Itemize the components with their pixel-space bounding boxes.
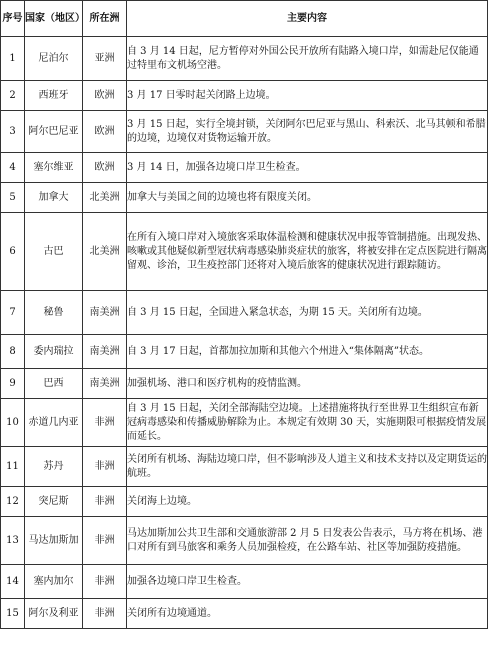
row-content: 马达加斯加公共卫生部和交通旅游部 2 月 5 日发表公告表示，马方将在机场、港口对所有到马旅客和乘务人员加强检疫，在公路车站、社区等加强防疫措施。 [127,527,483,553]
row-country: 阿尔及利亚 [28,608,79,619]
row-continent: 南美洲 [89,307,120,318]
row-continent: 非洲 [94,576,115,587]
row-number: 15 [6,608,19,619]
row-content: 加强各边境口岸卫生检查。 [127,575,247,587]
table-row [1,369,488,399]
table-row [1,565,488,599]
row-content: 3 月 15 日起，实行全境封锁，关闭阿尔巴尼亚与黑山、科索沃、北马其顿和希腊的边境，边境仅对货物运输开放。 [127,118,486,144]
table-body [1,37,488,629]
row-continent: 北美洲 [89,246,120,257]
table-row [1,399,488,447]
table-row [1,517,488,565]
row-continent: 欧洲 [94,90,115,101]
table-row [1,37,488,81]
row-number: 14 [6,576,19,587]
row-continent: 亚洲 [94,53,115,64]
row-number: 10 [6,417,19,428]
row-continent: 非洲 [94,417,115,428]
row-content: 加拿大与美国之间的边境也将有限度关闭。 [127,191,317,203]
table-row [1,599,488,629]
row-number: 3 [9,126,16,137]
row-country: 赤道几内亚 [28,417,79,428]
table-row [1,111,488,153]
row-content: 关闭所有机场、海陆边境口岸，但不影响涉及人道主义和技术支持以及定期货运的航班。 [127,453,487,479]
table-row [1,447,488,487]
row-number: 5 [9,192,16,203]
row-country: 塞尔维亚 [33,162,74,173]
table-row [1,291,488,335]
row-country: 塞内加尔 [33,576,74,587]
row-country: 阿尔巴尼亚 [28,126,79,137]
row-content: 加强机场、港口和医疗机构的疫情监测。 [127,377,307,389]
row-country: 秘鲁 [43,307,64,318]
table-row [1,153,488,183]
header-num: 序号 [1,1,25,37]
row-continent: 非洲 [94,608,115,619]
header-content: 主要内容 [127,1,488,37]
row-number: 4 [9,162,16,173]
row-number: 7 [9,307,16,318]
row-continent: 南美洲 [89,346,120,357]
row-continent: 非洲 [94,535,115,546]
row-number: 9 [9,378,16,389]
row-continent: 北美洲 [89,192,120,203]
row-country: 尼泊尔 [38,53,69,64]
row-number: 6 [9,246,16,257]
row-content: 关闭海上边境。 [127,495,197,507]
header-continent: 所在洲 [83,1,127,37]
row-content: 自 3 月 15 日起，全国进入紧急状态，为期 15 天。关闭所有边境。 [127,306,428,318]
row-content: 自 3 月 14 日起，尼方暂停对外国公民开放所有陆路入境口岸，如需赴尼仅能通过特里布文机场空港。 [127,45,479,71]
row-country: 苏丹 [43,461,64,472]
row-content: 关闭所有边境通道。 [127,607,217,619]
row-content: 自 3 月 17 日起，首都加拉加斯和其他六个州进入“集体隔离”状态。 [127,345,430,357]
row-content: 在所有入境口岸对入境旅客采取体温检测和健康状况申报等管制措施。出现发热、咳嗽或其他疑似新型冠状病毒感染肺炎症状的旅客，将被安排在定点医院进行隔离留观、诊治，卫生疫控部门还将对入境后旅客的健康状况进行跟踪随访。 [127,231,487,271]
row-number: 11 [6,461,19,472]
row-country: 西班牙 [38,90,69,101]
row-continent: 欧洲 [94,126,115,137]
table-row [1,81,488,111]
row-continent: 欧洲 [94,162,115,173]
table-row [1,487,488,517]
header-row [1,1,488,37]
row-country: 古巴 [43,246,64,257]
table-row [1,213,488,291]
row-content: 3 月 14 日，加强各边境口岸卫生检查。 [127,161,306,173]
row-continent: 非洲 [94,496,115,507]
row-number: 13 [6,535,19,546]
row-country: 马达加斯加 [28,535,79,546]
row-country: 突尼斯 [38,496,69,507]
row-country: 巴西 [43,378,64,389]
header-country: 国家（地区） [25,1,83,37]
table-row [1,335,488,369]
row-country: 委内瑞拉 [33,346,74,357]
row-number: 12 [6,496,19,507]
row-continent: 非洲 [94,461,115,472]
row-number: 2 [9,90,16,101]
row-content: 3 月 17 日零时起关闭路上边境。 [127,89,276,101]
row-number: 8 [9,346,16,357]
table-row [1,183,488,213]
row-continent: 南美洲 [89,378,120,389]
row-country: 加拿大 [38,192,69,203]
row-content: 自 3 月 15 日起，关闭全部海陆空边境。上述措施将执行至世界卫生组织宣布新冠病毒感染和传播威胁解除为止。本规定有效期 30 天，实施期限可根据疫情发展而延长。 [127,402,487,442]
row-number: 1 [9,53,16,64]
